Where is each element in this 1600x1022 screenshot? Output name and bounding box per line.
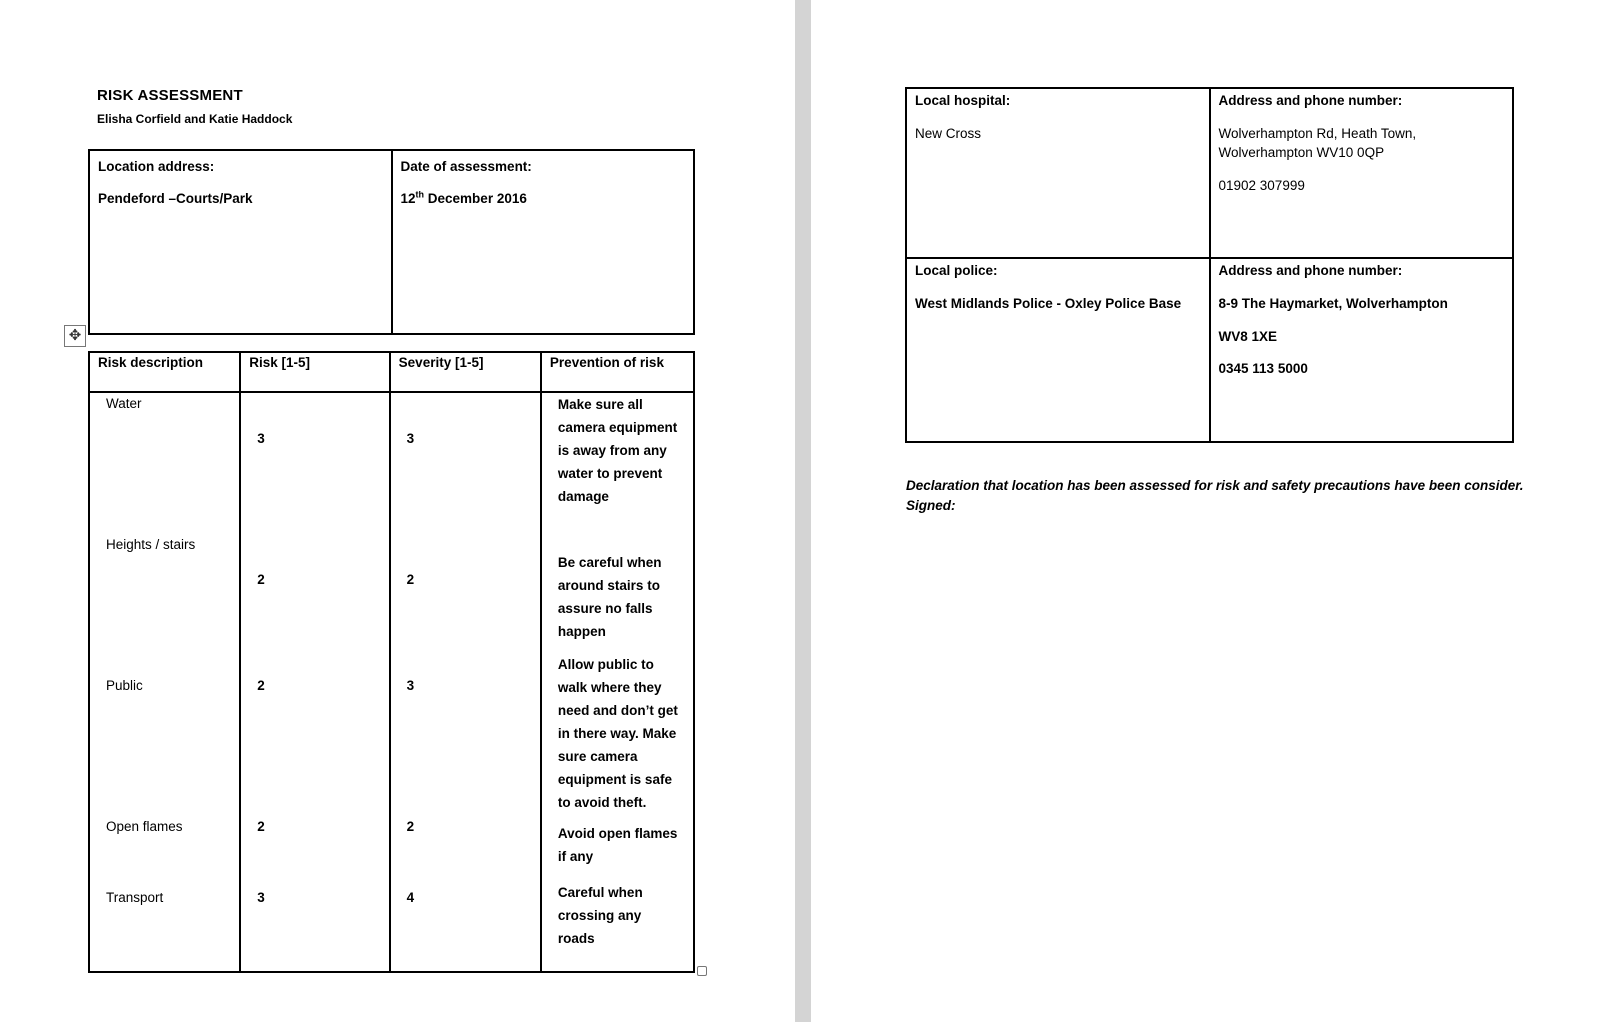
location-address-label: Location address: bbox=[98, 159, 215, 174]
hospital-address-cell[interactable] bbox=[1210, 88, 1514, 258]
assessment-date-value bbox=[401, 191, 686, 206]
contacts-table bbox=[905, 87, 1514, 443]
risk-value-water: 3 bbox=[257, 431, 265, 446]
date-suffix: th bbox=[415, 189, 425, 200]
document-authors: Elisha Corfield and Katie Haddock bbox=[97, 112, 293, 126]
police-address-line1: 8-9 The Haymarket, Wolverhampton bbox=[1218, 296, 1448, 311]
prevention-transport: Careful when crossing any roads bbox=[557, 885, 643, 946]
header-prevention[interactable]: Prevention of risk bbox=[541, 352, 694, 392]
header-risk-description[interactable]: Risk description bbox=[89, 352, 240, 392]
risk-description-transport: Transport bbox=[106, 890, 164, 905]
prevention-column[interactable] bbox=[541, 392, 694, 972]
severity-value-heights: 2 bbox=[406, 572, 415, 587]
header-risk[interactable]: Risk [1-5] bbox=[240, 352, 389, 392]
signed-label: Signed: bbox=[906, 498, 956, 513]
local-police-cell[interactable] bbox=[906, 258, 1210, 442]
page-gutter bbox=[795, 0, 811, 1022]
local-hospital-name: New Cross bbox=[915, 126, 982, 141]
document-title: RISK ASSESSMENT bbox=[97, 87, 243, 104]
risk-value-open-flames: 2 bbox=[257, 819, 265, 834]
prevention-public: Allow public to walk where they need and don’t get in there way. Make sure camera equipment is safe to avoid theft. bbox=[557, 657, 678, 810]
risk-table bbox=[88, 351, 695, 973]
location-table bbox=[88, 149, 695, 335]
description-column[interactable] bbox=[89, 392, 240, 972]
risk-description-heights: Heights / stairs bbox=[106, 537, 196, 552]
declaration-block bbox=[906, 476, 1526, 516]
prevention-open-flames: Avoid open flames if any bbox=[557, 826, 678, 864]
risk-value-transport: 3 bbox=[257, 890, 265, 905]
risk-description-open-flames: Open flames bbox=[106, 819, 183, 834]
prevention-heights: Be careful when around stairs to assure no falls happen bbox=[557, 555, 662, 639]
risk-value-public: 2 bbox=[257, 678, 265, 693]
risk-value-heights: 2 bbox=[257, 572, 265, 587]
local-hospital-label: Local hospital: bbox=[915, 93, 1011, 108]
assessment-date-label: Date of assessment: bbox=[400, 159, 532, 174]
hospital-address-line1: Wolverhampton Rd, Heath Town, bbox=[1218, 126, 1417, 141]
risk-description-public: Public bbox=[106, 678, 143, 693]
local-police-name: West Midlands Police - Oxley Police Base bbox=[915, 296, 1182, 311]
local-hospital-cell[interactable] bbox=[906, 88, 1210, 258]
police-phone: 0345 113 5000 bbox=[1218, 361, 1308, 376]
prevention-water: Make sure all camera equipment is away from any water to prevent damage bbox=[557, 397, 678, 504]
table-resize-handle[interactable] bbox=[697, 966, 707, 976]
location-address-value: Pendeford –Courts/Park bbox=[98, 191, 253, 206]
severity-value-open-flames: 2 bbox=[406, 819, 415, 834]
risk-description-water: Water bbox=[106, 396, 142, 411]
police-address-label: Address and phone number: bbox=[1218, 263, 1403, 278]
declaration-text: Declaration that location has been assessed for risk and safety precautions have been consider. bbox=[906, 478, 1524, 493]
police-address-cell[interactable] bbox=[1210, 258, 1514, 442]
severity-value-transport: 4 bbox=[406, 890, 415, 905]
hospital-address-label: Address and phone number: bbox=[1218, 93, 1403, 108]
severity-value-water: 3 bbox=[406, 431, 415, 446]
hospital-phone: 01902 307999 bbox=[1218, 178, 1305, 193]
date-day: 12 bbox=[400, 191, 416, 206]
date-rest: December 2016 bbox=[424, 191, 527, 206]
table-move-handle[interactable] bbox=[64, 325, 86, 347]
risk-table-header-row bbox=[89, 352, 694, 392]
local-police-label: Local police: bbox=[915, 263, 998, 278]
header-severity[interactable]: Severity [1-5] bbox=[390, 352, 541, 392]
hospital-row bbox=[906, 88, 1513, 258]
risk-table-body-row bbox=[89, 392, 694, 972]
police-postcode: WV8 1XE bbox=[1218, 329, 1278, 344]
move-icon: ✥ bbox=[68, 327, 82, 344]
location-address-cell[interactable] bbox=[89, 150, 392, 334]
document-page-1 bbox=[0, 0, 795, 1022]
risk-column[interactable] bbox=[240, 392, 389, 972]
severity-value-public: 3 bbox=[406, 678, 415, 693]
police-row bbox=[906, 258, 1513, 442]
severity-column[interactable] bbox=[390, 392, 541, 972]
hospital-address-line2: Wolverhampton WV10 0QP bbox=[1218, 145, 1385, 160]
assessment-date-cell[interactable] bbox=[392, 150, 695, 334]
